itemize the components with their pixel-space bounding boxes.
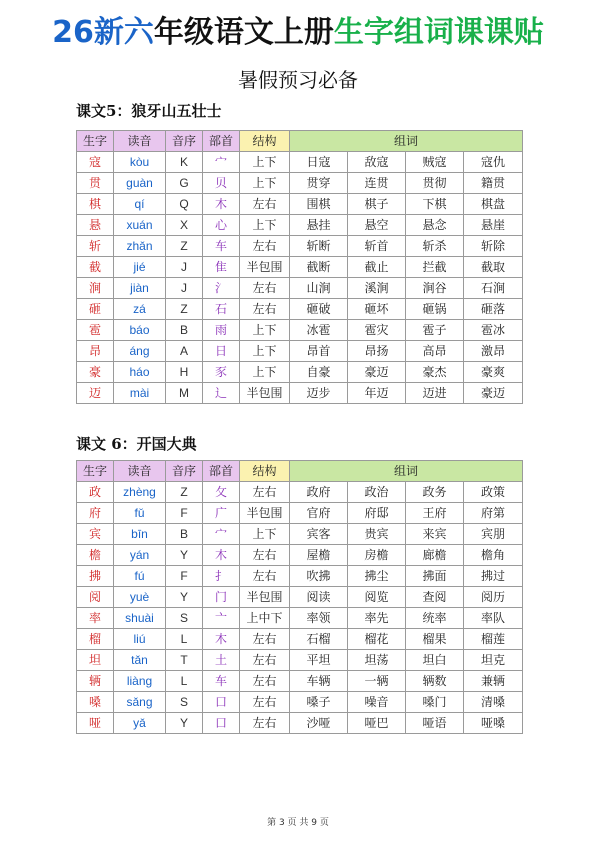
row-order: Z (166, 299, 203, 320)
row-word: 冰雹 (290, 320, 348, 341)
row-char: 嗓 (77, 692, 114, 713)
row-pinyin: áng (114, 341, 166, 362)
row-word: 拂尘 (348, 566, 406, 587)
row-word: 连贯 (348, 173, 406, 194)
row-char: 截 (77, 257, 114, 278)
title-part-1: 26新六 (52, 15, 154, 50)
row-word: 贼寇 (406, 152, 464, 173)
row-word: 来宾 (406, 524, 464, 545)
row-word: 山涧 (290, 278, 348, 299)
row-structure: 上下 (240, 152, 290, 173)
row-char: 砸 (77, 299, 114, 320)
row-radical: 口 (203, 692, 240, 713)
row-radical: 木 (203, 545, 240, 566)
header-structure: 结构 (240, 461, 290, 482)
row-radical: 豕 (203, 362, 240, 383)
row-word: 砸破 (290, 299, 348, 320)
row-char: 政 (77, 482, 114, 503)
row-char: 辆 (77, 671, 114, 692)
header-radical: 部首 (203, 461, 240, 482)
table-row (77, 383, 523, 404)
row-pinyin: yán (114, 545, 166, 566)
row-structure: 左右 (240, 545, 290, 566)
row-pinyin: yǎ (114, 713, 166, 734)
row-radical: 车 (203, 671, 240, 692)
row-word: 哑语 (406, 713, 464, 734)
row-radical: 木 (203, 629, 240, 650)
row-word: 清嗓 (464, 692, 523, 713)
row-radical: 氵 (203, 278, 240, 299)
row-char: 悬 (77, 215, 114, 236)
row-word: 车辆 (290, 671, 348, 692)
row-radical: 心 (203, 215, 240, 236)
row-radical: 亠 (203, 608, 240, 629)
row-radical: 广 (203, 503, 240, 524)
row-word: 激昂 (464, 341, 523, 362)
row-char: 坦 (77, 650, 114, 671)
row-word: 政治 (348, 482, 406, 503)
row-structure: 上下 (240, 173, 290, 194)
row-order: L (166, 671, 203, 692)
row-char: 檐 (77, 545, 114, 566)
row-char: 阅 (77, 587, 114, 608)
row-word: 率先 (348, 608, 406, 629)
row-word: 噪音 (348, 692, 406, 713)
row-order: J (166, 278, 203, 299)
table-row (77, 566, 523, 587)
row-structure: 左右 (240, 650, 290, 671)
row-structure: 上下 (240, 215, 290, 236)
row-pinyin: zhèng (114, 482, 166, 503)
row-word: 官府 (290, 503, 348, 524)
row-word: 石榴 (290, 629, 348, 650)
row-order: S (166, 692, 203, 713)
table-row (77, 257, 523, 278)
row-word: 截取 (464, 257, 523, 278)
row-word: 高昂 (406, 341, 464, 362)
row-radical: 门 (203, 587, 240, 608)
row-pinyin: guàn (114, 173, 166, 194)
row-word: 敌寇 (348, 152, 406, 173)
row-word: 政务 (406, 482, 464, 503)
row-order: K (166, 152, 203, 173)
header-char: 生字 (77, 131, 114, 152)
table-row (77, 671, 523, 692)
row-radical: 木 (203, 194, 240, 215)
row-structure: 左右 (240, 629, 290, 650)
row-char: 昂 (77, 341, 114, 362)
row-char: 府 (77, 503, 114, 524)
header-words: 组词 (290, 131, 523, 152)
row-word: 年迈 (348, 383, 406, 404)
row-word: 截止 (348, 257, 406, 278)
row-word: 府邸 (348, 503, 406, 524)
row-pinyin: bīn (114, 524, 166, 545)
row-word: 涧谷 (406, 278, 464, 299)
row-word: 迈进 (406, 383, 464, 404)
row-word: 嗓子 (290, 692, 348, 713)
row-word: 平坦 (290, 650, 348, 671)
row-structure: 半包围 (240, 257, 290, 278)
row-structure: 左右 (240, 671, 290, 692)
row-pinyin: shuài (114, 608, 166, 629)
row-word: 砸落 (464, 299, 523, 320)
row-structure: 半包围 (240, 503, 290, 524)
row-word: 斩杀 (406, 236, 464, 257)
row-word: 宾客 (290, 524, 348, 545)
row-word: 雹灾 (348, 320, 406, 341)
row-word: 辆数 (406, 671, 464, 692)
row-word: 阅历 (464, 587, 523, 608)
row-char: 哑 (77, 713, 114, 734)
row-structure: 上下 (240, 320, 290, 341)
row-word: 廊檐 (406, 545, 464, 566)
row-word: 府第 (464, 503, 523, 524)
row-word: 悬挂 (290, 215, 348, 236)
row-radical: 隹 (203, 257, 240, 278)
row-word: 统率 (406, 608, 464, 629)
row-order: B (166, 320, 203, 341)
row-pinyin: yuè (114, 587, 166, 608)
row-radical: 扌 (203, 566, 240, 587)
row-word: 豪爽 (464, 362, 523, 383)
row-order: M (166, 383, 203, 404)
row-order: G (166, 173, 203, 194)
header-pinyin: 读音 (114, 461, 166, 482)
table-row (77, 278, 523, 299)
row-word: 斩断 (290, 236, 348, 257)
row-order: F (166, 566, 203, 587)
row-word: 贯彻 (406, 173, 464, 194)
row-structure: 半包围 (240, 383, 290, 404)
row-word: 檐角 (464, 545, 523, 566)
row-char: 率 (77, 608, 114, 629)
row-word: 悬念 (406, 215, 464, 236)
row-word: 屋檐 (290, 545, 348, 566)
row-char: 贯 (77, 173, 114, 194)
row-word: 哑嗓 (464, 713, 523, 734)
row-word: 查阅 (406, 587, 464, 608)
row-word: 截断 (290, 257, 348, 278)
row-radical: 贝 (203, 173, 240, 194)
row-structure: 上中下 (240, 608, 290, 629)
row-structure: 上下 (240, 362, 290, 383)
row-order: A (166, 341, 203, 362)
row-word: 棋子 (348, 194, 406, 215)
page-footer: 第 3 页 共 9 页 (267, 818, 329, 828)
page-subtitle: 暑假预习必备 (238, 68, 358, 92)
row-structure: 半包围 (240, 587, 290, 608)
table-row (77, 524, 523, 545)
row-word: 宾朋 (464, 524, 523, 545)
row-order: H (166, 362, 203, 383)
row-structure: 左右 (240, 278, 290, 299)
row-order: Z (166, 482, 203, 503)
header-char: 生字 (77, 461, 114, 482)
title-part-3: 生字组词课课贴 (333, 15, 544, 50)
row-radical: 石 (203, 299, 240, 320)
row-char: 拂 (77, 566, 114, 587)
table-row (77, 215, 523, 236)
row-radical: 口 (203, 713, 240, 734)
row-word: 悬空 (348, 215, 406, 236)
table-row (77, 650, 523, 671)
table-row (77, 545, 523, 566)
row-structure: 左右 (240, 194, 290, 215)
row-word: 榴果 (406, 629, 464, 650)
row-char: 涧 (77, 278, 114, 299)
lesson-heading-5: 课文5：狼牙山五壮士 (76, 102, 222, 120)
row-char: 榴 (77, 629, 114, 650)
table-row (77, 299, 523, 320)
row-structure: 左右 (240, 482, 290, 503)
row-word: 溪涧 (348, 278, 406, 299)
row-order: Y (166, 545, 203, 566)
row-word: 豪迈 (348, 362, 406, 383)
row-word: 政府 (290, 482, 348, 503)
row-word: 兼辆 (464, 671, 523, 692)
row-radical: 日 (203, 341, 240, 362)
row-order: F (166, 503, 203, 524)
row-word: 砸锅 (406, 299, 464, 320)
table-header-row (77, 461, 523, 482)
row-order: Q (166, 194, 203, 215)
row-word: 贯穿 (290, 173, 348, 194)
table-row (77, 320, 523, 341)
row-word: 贵宾 (348, 524, 406, 545)
row-order: Y (166, 587, 203, 608)
row-pinyin: jiàn (114, 278, 166, 299)
row-order: S (166, 608, 203, 629)
row-radical: 辶 (203, 383, 240, 404)
header-pinyin: 读音 (114, 131, 166, 152)
table-row (77, 587, 523, 608)
row-char: 棋 (77, 194, 114, 215)
row-pinyin: fǔ (114, 503, 166, 524)
header-radical: 部首 (203, 131, 240, 152)
table-row (77, 152, 523, 173)
row-word: 王府 (406, 503, 464, 524)
row-word: 榴莲 (464, 629, 523, 650)
lesson-heading-6: 课文 6：开国大典 (76, 435, 197, 453)
row-word: 豪迈 (464, 383, 523, 404)
row-word: 悬崖 (464, 215, 523, 236)
row-word: 一辆 (348, 671, 406, 692)
row-structure: 上下 (240, 341, 290, 362)
row-pinyin: zhǎn (114, 236, 166, 257)
row-pinyin: xuán (114, 215, 166, 236)
table-row (77, 629, 523, 650)
row-char: 雹 (77, 320, 114, 341)
row-word: 率领 (290, 608, 348, 629)
table-row (77, 608, 523, 629)
row-structure: 左右 (240, 566, 290, 587)
row-word: 拂面 (406, 566, 464, 587)
row-word: 自豪 (290, 362, 348, 383)
row-word: 棋盘 (464, 194, 523, 215)
row-word: 榴花 (348, 629, 406, 650)
row-radical: 土 (203, 650, 240, 671)
row-pinyin: fú (114, 566, 166, 587)
row-word: 拂过 (464, 566, 523, 587)
row-order: L (166, 629, 203, 650)
row-word: 砸坏 (348, 299, 406, 320)
row-pinyin: sǎng (114, 692, 166, 713)
table-row (77, 236, 523, 257)
table-row (77, 341, 523, 362)
row-word: 寇仇 (464, 152, 523, 173)
row-word: 豪杰 (406, 362, 464, 383)
table-header-row (77, 131, 523, 152)
row-word: 围棋 (290, 194, 348, 215)
row-word: 籍贯 (464, 173, 523, 194)
row-word: 雹冰 (464, 320, 523, 341)
row-word: 房檐 (348, 545, 406, 566)
row-word: 石涧 (464, 278, 523, 299)
row-word: 吹拂 (290, 566, 348, 587)
table-row (77, 692, 523, 713)
row-radical: 雨 (203, 320, 240, 341)
row-radical: 攵 (203, 482, 240, 503)
row-pinyin: liú (114, 629, 166, 650)
row-word: 迈步 (290, 383, 348, 404)
row-word: 坦白 (406, 650, 464, 671)
row-char: 迈 (77, 383, 114, 404)
row-word: 政策 (464, 482, 523, 503)
row-structure: 左右 (240, 299, 290, 320)
row-word: 哑巴 (348, 713, 406, 734)
row-word: 斩首 (348, 236, 406, 257)
row-word: 率队 (464, 608, 523, 629)
row-word: 斩除 (464, 236, 523, 257)
table-row (77, 362, 523, 383)
table-row (77, 194, 523, 215)
header-structure: 结构 (240, 131, 290, 152)
row-pinyin: háo (114, 362, 166, 383)
row-structure: 左右 (240, 713, 290, 734)
row-order: J (166, 257, 203, 278)
row-char: 寇 (77, 152, 114, 173)
row-word: 昂首 (290, 341, 348, 362)
row-word: 坦荡 (348, 650, 406, 671)
table-row (77, 173, 523, 194)
row-order: Z (166, 236, 203, 257)
row-structure: 上下 (240, 524, 290, 545)
header-order: 音序 (166, 461, 203, 482)
row-word: 日寇 (290, 152, 348, 173)
row-word: 下棋 (406, 194, 464, 215)
row-pinyin: kòu (114, 152, 166, 173)
row-word: 拦截 (406, 257, 464, 278)
row-order: Y (166, 713, 203, 734)
table-row (77, 482, 523, 503)
row-char: 豪 (77, 362, 114, 383)
row-pinyin: jié (114, 257, 166, 278)
row-radical: 宀 (203, 524, 240, 545)
word-table-lesson-5 (76, 130, 523, 404)
header-order: 音序 (166, 131, 203, 152)
row-structure: 左右 (240, 236, 290, 257)
word-table-lesson-6 (76, 460, 523, 734)
row-radical: 宀 (203, 152, 240, 173)
row-pinyin: qí (114, 194, 166, 215)
row-structure: 左右 (240, 692, 290, 713)
table-row (77, 713, 523, 734)
header-words: 组词 (290, 461, 523, 482)
row-pinyin: tǎn (114, 650, 166, 671)
row-pinyin: mài (114, 383, 166, 404)
row-pinyin: zá (114, 299, 166, 320)
row-radical: 车 (203, 236, 240, 257)
row-word: 沙哑 (290, 713, 348, 734)
row-order: T (166, 650, 203, 671)
row-pinyin: báo (114, 320, 166, 341)
row-order: B (166, 524, 203, 545)
row-char: 宾 (77, 524, 114, 545)
table-row (77, 503, 523, 524)
row-order: X (166, 215, 203, 236)
page-title (0, 16, 596, 50)
title-part-2: 年级语文上册 (153, 15, 334, 50)
row-word: 阅读 (290, 587, 348, 608)
row-word: 嗓门 (406, 692, 464, 713)
row-word: 阅览 (348, 587, 406, 608)
row-word: 雹子 (406, 320, 464, 341)
row-pinyin: liàng (114, 671, 166, 692)
row-word: 坦克 (464, 650, 523, 671)
row-word: 昂扬 (348, 341, 406, 362)
row-char: 斩 (77, 236, 114, 257)
